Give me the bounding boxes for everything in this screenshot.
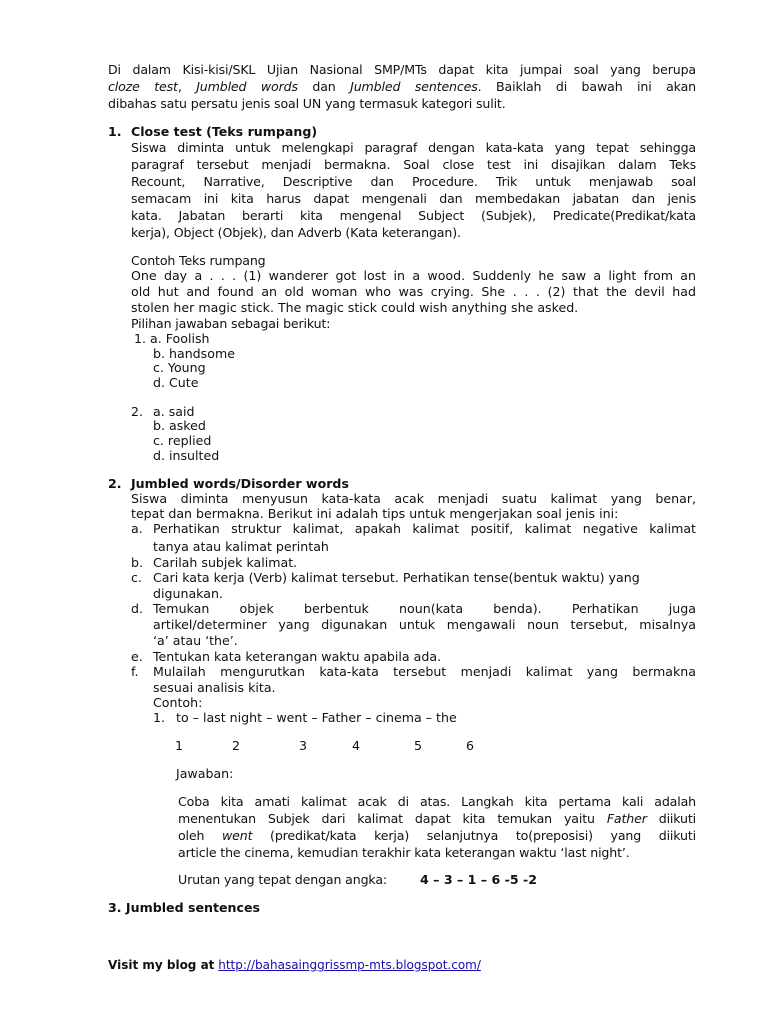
tip-f-key: f.	[131, 664, 139, 679]
tip-d-line-3: ‘a’ atau ‘the’.	[153, 633, 238, 648]
tip-f-line-1: Mulailah mengurutkan kata-kata tersebut menjadi kalimat yang bermakna	[153, 664, 696, 679]
order-label: Urutan yang tepat dengan angka:	[178, 872, 388, 887]
q2-option-d: d. insulted	[153, 448, 220, 463]
tip-d-line-1: Temukan objek berbentuk noun(kata benda). Perhatikan juga	[153, 601, 696, 616]
q1-option-b: b. handsome	[153, 346, 235, 361]
tip-e-key: e.	[131, 649, 143, 664]
tip-b-line-1: Carilah subjek kalimat.	[153, 555, 298, 570]
s1-choices-label: Pilihan jawaban sebagai berikut:	[131, 316, 331, 331]
intro-line-3: dibahas satu persatu jenis soal UN yang termasuk kategori sulit.	[108, 96, 506, 111]
answer-line-2-a: menentukan Subjek dari kalimat dapat kita temukan yaitu	[178, 811, 607, 826]
word-number: 1	[175, 738, 184, 753]
section-2-number: 2.	[108, 476, 122, 491]
q2-option-c: c. replied	[153, 433, 212, 448]
word-number: 6	[466, 738, 475, 753]
s2-example-label: Contoh:	[153, 695, 203, 710]
tip-d-key: d.	[131, 601, 143, 616]
section-1-number: 1.	[108, 124, 122, 139]
s1-para-line-4: semacam ini kita harus dapat mengenali dan membedakan jabatan dan jenis	[131, 191, 696, 206]
answer-line-2-c: diikuti	[646, 811, 696, 826]
section-3-title: 3. Jumbled sentences	[108, 900, 261, 915]
s1-para-line-1: Siswa diminta untuk melengkapi paragraf dengan kata-kata yang tepat sehingga	[131, 140, 696, 155]
intro-sep: ,	[177, 79, 197, 94]
s2-para-line-2: tepat dan bermakna. Berikut ini adalah tips untuk mengerjakan soal jenis ini:	[131, 506, 619, 521]
blog-link[interactable]: http://bahasainggrissmp-mts.blogspot.com/	[218, 958, 481, 972]
tip-d-line-2: artikel/determiner yang digunakan untuk mengawali noun tersebut, misalnya	[153, 617, 696, 632]
q1-option-d: d. Cute	[153, 375, 199, 390]
q1-option-a: 1. a. Foolish	[134, 331, 210, 346]
answer-line-3	[178, 828, 696, 843]
s1-example-label: Contoh Teks rumpang	[131, 253, 266, 268]
term-cloze-test: cloze test	[108, 79, 178, 94]
word-number: 2	[232, 738, 241, 753]
answer-line-2	[178, 811, 696, 826]
q2-option-b: b. asked	[153, 418, 206, 433]
q2-number: 2.	[131, 404, 144, 419]
answer-subject: Father	[606, 811, 647, 826]
order-value: 4 – 3 – 1 – 6 -5 -2	[420, 872, 537, 887]
s1-para-line-5: kata. Jabatan berarti kita mengenal Subject (Subjek), Predicate(Predikat/kata	[131, 208, 696, 223]
term-jumbled-words: Jumbled words	[196, 79, 298, 94]
intro-line-2	[108, 79, 696, 94]
section-1-title: Close test (Teks rumpang)	[131, 124, 318, 139]
s1-para-line-6: kerja), Object (Objek), dan Adverb (Kata keterangan).	[131, 225, 461, 240]
word-number: 4	[352, 738, 361, 753]
intro-line-1: Di dalam Kisi-kisi/SKL Ujian Nasional SMP/MTs dapat kita jumpai soal yang berupa	[108, 62, 696, 77]
answer-line-4: article the cinema, kemudian terakhir kata keterangan waktu ‘last night’.	[178, 845, 630, 860]
answer-line-3-a: oleh	[178, 828, 223, 843]
tip-f-line-2: sesuai analisis kita.	[153, 680, 276, 695]
s2-para-line-1: Siswa diminta menyusun kata-kata acak menjadi suatu kalimat yang benar,	[131, 491, 696, 506]
intro-tail: . Baiklah di bawah ini akan	[477, 79, 696, 94]
tip-b-key: b.	[131, 555, 143, 570]
section-2-title: Jumbled words/Disorder words	[131, 476, 349, 491]
tip-a-line-2: tanya atau kalimat perintah	[153, 539, 329, 554]
s2-example-number: 1.	[153, 710, 166, 725]
tip-c-key: c.	[131, 570, 142, 585]
term-jumbled-sentences: Jumbled sentences	[350, 79, 478, 94]
tip-a-key: a.	[131, 521, 143, 536]
tip-e-line-1: Tentukan kata keterangan waktu apabila ada.	[153, 649, 442, 664]
q2-option-a: a. said	[153, 404, 195, 419]
answer-line-1: Coba kita amati kalimat acak di atas. Langkah kita pertama kali adalah	[178, 794, 696, 809]
answer-predicate: went	[222, 828, 253, 843]
tip-a-line-1: Perhatikan struktur kalimat, apakah kalimat positif, kalimat negative kalimat	[153, 521, 696, 536]
s1-text-line-3: stolen her magic stick. The magic stick could wish anything she asked.	[131, 300, 579, 315]
intro-and: dan	[297, 79, 351, 94]
answer-label: Jawaban:	[176, 766, 234, 781]
answer-line-3-c: (predikat/kata kerja) selanjutnya to(preposisi) yang diikuti	[252, 828, 696, 843]
footer	[108, 958, 481, 973]
s1-para-line-3: Recount, Narrative, Descriptive dan Procedure. Trik untuk menjawab soal	[131, 174, 696, 189]
tip-c-line-1: Cari kata kerja (Verb) kalimat tersebut. Perhatikan tense(bentuk waktu) yang	[153, 570, 640, 585]
tip-c-line-2: digunakan.	[153, 586, 223, 601]
s2-example-words: to – last night – went – Father – cinema – the	[176, 710, 457, 725]
footer-label: Visit my blog at	[108, 958, 215, 972]
word-number: 3	[299, 738, 308, 753]
q1-option-c: c. Young	[153, 360, 206, 375]
s1-para-line-2: paragraf tersebut menjadi bermakna. Soal close test ini disajikan dalam Teks	[131, 157, 696, 172]
s1-text-line-2: old hut and found an old woman who was crying. She . . . (2) that the devil had	[131, 284, 696, 299]
word-number: 5	[414, 738, 423, 753]
s1-text-line-1: One day a . . . (1) wanderer got lost in a wood. Suddenly he saw a light from an	[131, 268, 696, 283]
